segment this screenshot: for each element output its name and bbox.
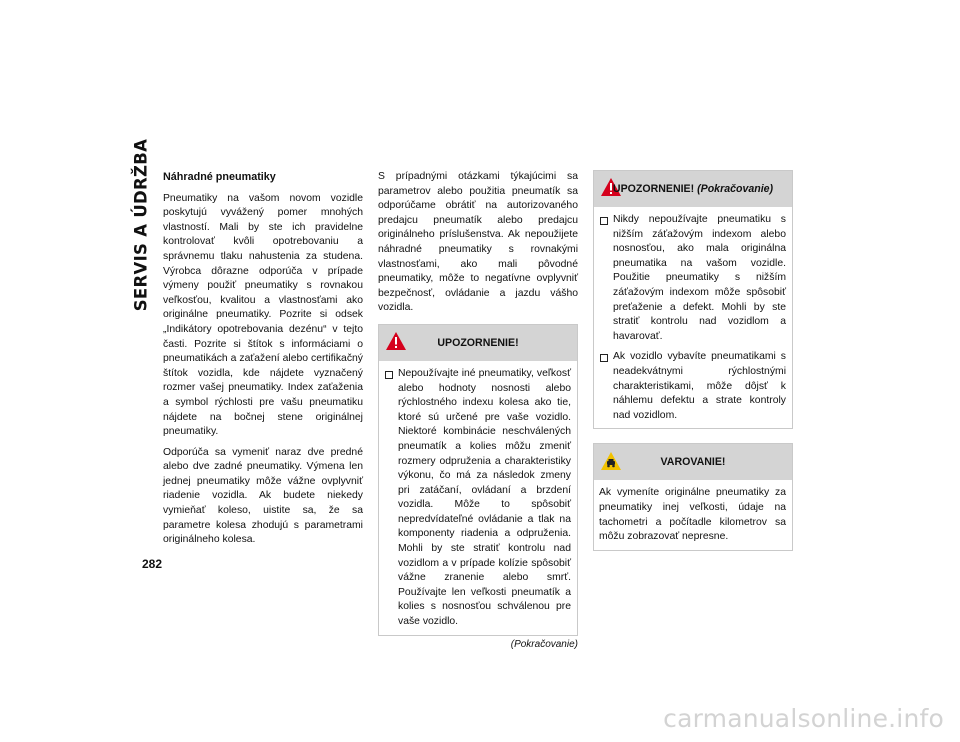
warning-box [378,324,578,636]
paragraph: Pneumatiky na vašom novom vozidle poskytujú vyvážený pomer mnohých vlastností. Mali by ste ich pravidelne kontrolovať kvôli opotrebovaniu a správnemu tlaku nahustenia za studena. Výrobca dôrazne odporúča v prípade výmeny použiť pneumatiky s rovnakou veľkosťou, kvalitou a vlastnosťami ako originálne pneumatiky. Pozrite si odsek „Indikátory opotrebovania dezénu“ v tejto časti. Pozrite si štítok s informáciami o pneumatikách a zaťažení alebo certifikačný štítok vozidla, kde nájdete vyznačený rozmer vašej pneumatiky. Index zaťaženia a symbol rýchlosti pre vašu pneumatiku nájdete na bočnej stene originálnej pneumatiky. [163,192,363,438]
bullet-square-icon [600,217,608,225]
list-item-text: Ak vozidlo vybavíte pneumatikami s neadekvátnymi rýchlostnými charakteristikami, môže dôjsť k náhlemu defektu a strate kontroly nad vozidlom. [613,351,786,421]
warning-box-title-text: UPOZORNENIE! [612,183,695,195]
warning-box-header [379,325,577,361]
warning-box-title-suffix: (Pokračovanie) [697,183,774,195]
watermark-text: carmanualsonline.info [663,704,944,733]
caution-box-title: VAROVANIE! [660,456,726,469]
warning-box-body [379,361,577,635]
list-item-text: Nepoužívajte iné pneumatiky, veľkosť alebo hodnoty nosnosti alebo rýchlostného indexu kolesa ako tie, ktoré sú určené pre vaše vozidlo. Niektoré kombinácie neschválených pneumatík a kolies môžu zmeniť rozmery odpruženia a charakteristiky výkonu, čo má za následok zmeny pri zatáčaní, ovládaní a brzdení vozidla. Môže to spôsobiť nepredvídateľné ovládanie a tlak na komponenty riadenia a odpruženia. Mohli by ste stratiť kontrolu nad vozidlom a v prípade kolízie spôsobiť vážne zranenie alebo smrť. Používajte len veľkosti pneumatík a kolies s nosnosťou schválenou pre vaše vozidlo. [398,367,571,628]
caution-box-body [594,480,792,549]
column-2 [378,170,578,652]
warning-box-body [594,207,792,428]
column-3 [593,170,793,551]
caution-text: Ak vymeníte originálne pneumatiky za pneumatiky inej veľkosti, údaje na tachometri a počítadle kilometrov sa môžu zobrazovať nepresne. [599,487,786,543]
section-heading: Náhradné pneumatiky [163,171,276,183]
paragraph: Odporúča sa vymeniť naraz dve predné alebo dve zadné pneumatiky. Výmena len jednej pneumatiky môže vážne ovplyvniť riadenie vozidla. Ak budete niekedy vymieňať koleso, uistite sa, že sa parametre kolesa zhodujú s parametrami originálneho kolesa. [163,446,363,546]
caution-box [593,443,793,550]
column-1 [163,170,363,554]
page-number: 282 [142,557,163,571]
list-item-text: Nikdy nepoužívajte pneumatiku s nižším záťažovým indexom alebo nosnosťou, ako mala originálna pneumatika na vašom vozidle. Použitie pneumatiky s nižším záťažovým indexom môže spôsobiť preťaženie a defekt. Mohli by ste stratiť kontrolu nad vozidlom a havarovať. [613,214,786,342]
warning-box-title: UPOZORNENIE! [437,336,519,349]
bullet-square-icon [385,371,393,379]
list-item [384,367,571,630]
list-item [599,213,786,344]
section-side-tab [128,138,154,312]
paragraph: S prípadnými otázkami týkajúcimi sa parametrov alebo použitia pneumatík sa odporúčame obrátiť na autorizovaného predajcu pneumatík alebo predajcu originálneho príslušenstva. Ak nepoužijete náhradné pneumatiky s rovnakými vlastnosťami, ako mali pôvodné pneumatiky, môže to negatívne ovplyvniť bezpečnosť, ovládanie a jazdu vášho vozidla. [378,171,578,314]
continued-note: (Pokračovanie) [510,638,578,650]
section-side-tab-label: SERVIS A ÚDRŽBA [131,138,151,312]
list-item [599,350,786,423]
caution-box-header [594,444,792,480]
warning-box-header [594,171,792,207]
bullet-square-icon [600,354,608,362]
warning-box-continued [593,170,793,429]
watermark [0,702,960,742]
warning-box-title [594,182,792,197]
